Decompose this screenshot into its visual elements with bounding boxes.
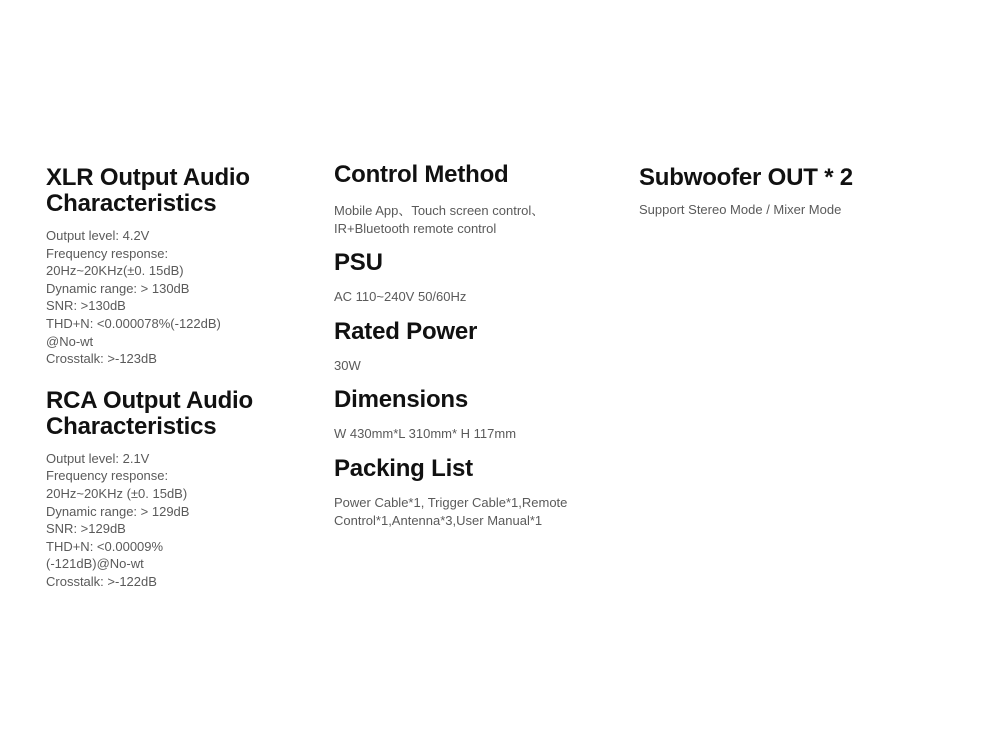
- xlr-heading-line2: Characteristics: [46, 190, 217, 217]
- xlr-output-heading: [46, 165, 316, 217]
- control-method-line: IR+Bluetooth remote control: [334, 220, 497, 236]
- rca-spec-line: Crosstalk: >-122dB: [46, 573, 157, 589]
- control-method-line: Mobile App、Touch screen control、: [334, 203, 545, 218]
- middle-column: [334, 162, 614, 529]
- rated-power-section: [334, 319, 614, 375]
- xlr-spec-line: @No-wt: [46, 333, 94, 349]
- xlr-spec-line: SNR: >130dB: [46, 298, 126, 314]
- rca-spec-line: Output level: 2.1V: [46, 450, 150, 466]
- rated-power-heading: Rated Power: [334, 317, 478, 345]
- psu-section: [334, 250, 614, 306]
- dimensions-heading: Dimensions: [334, 386, 469, 414]
- rca-output-section: [46, 388, 316, 591]
- packing-list-line: Power Cable*1, Trigger Cable*1,Remote: [334, 494, 568, 510]
- xlr-spec-list: [46, 227, 316, 368]
- subwoofer-text: Support Stereo Mode / Mixer Mode: [639, 202, 842, 217]
- dimensions-text: W 430mm*L 310mm* H 117mm: [334, 426, 517, 442]
- xlr-heading-line1: XLR Output Audio: [46, 164, 250, 191]
- rca-spec-line: Frequency response:: [46, 468, 169, 484]
- rca-heading-line1: RCA Output Audio: [46, 386, 253, 414]
- psu-heading: PSU: [334, 249, 383, 277]
- xlr-spec-line: 20Hz~20KHz(±0. 15dB): [46, 263, 184, 279]
- rca-spec-list: [46, 450, 316, 591]
- xlr-spec-line: Crosstalk: >-123dB: [46, 351, 157, 367]
- psu-text: AC 110~240V 50/60Hz: [334, 289, 467, 305]
- subwoofer-section: [639, 165, 969, 219]
- xlr-output-section: [46, 165, 316, 368]
- rca-spec-line: Dynamic range: > 129dB: [46, 503, 190, 519]
- packing-list-heading: Packing List: [334, 454, 473, 482]
- control-method-section: [334, 162, 614, 237]
- packing-list-line: Control*1,Antenna*3,User Manual*1: [334, 512, 543, 528]
- rated-power-text: 30W: [334, 357, 361, 373]
- right-column: [639, 165, 969, 219]
- left-column: [46, 165, 316, 591]
- control-method-text: [334, 202, 614, 237]
- xlr-spec-line: Dynamic range: > 130dB: [46, 280, 190, 296]
- rca-spec-line: (-121dB)@No-wt: [46, 556, 144, 572]
- control-method-heading: Control Method: [334, 161, 509, 188]
- subwoofer-heading: Subwoofer OUT * 2: [639, 164, 853, 191]
- rca-spec-line: SNR: >129dB: [46, 521, 126, 537]
- xlr-spec-line: Frequency response:: [46, 245, 169, 261]
- packing-list-section: [334, 456, 614, 529]
- rca-spec-line: THD+N: <0.00009%: [46, 538, 164, 554]
- rca-heading-line2: Characteristics: [46, 412, 217, 440]
- rca-output-heading: [46, 388, 316, 440]
- xlr-spec-line: Output level: 4.2V: [46, 228, 150, 243]
- packing-list-text: [334, 494, 614, 529]
- rca-spec-line: 20Hz~20KHz (±0. 15dB): [46, 485, 188, 501]
- dimensions-section: [334, 387, 614, 443]
- xlr-spec-line: THD+N: <0.000078%(-122dB): [46, 315, 221, 331]
